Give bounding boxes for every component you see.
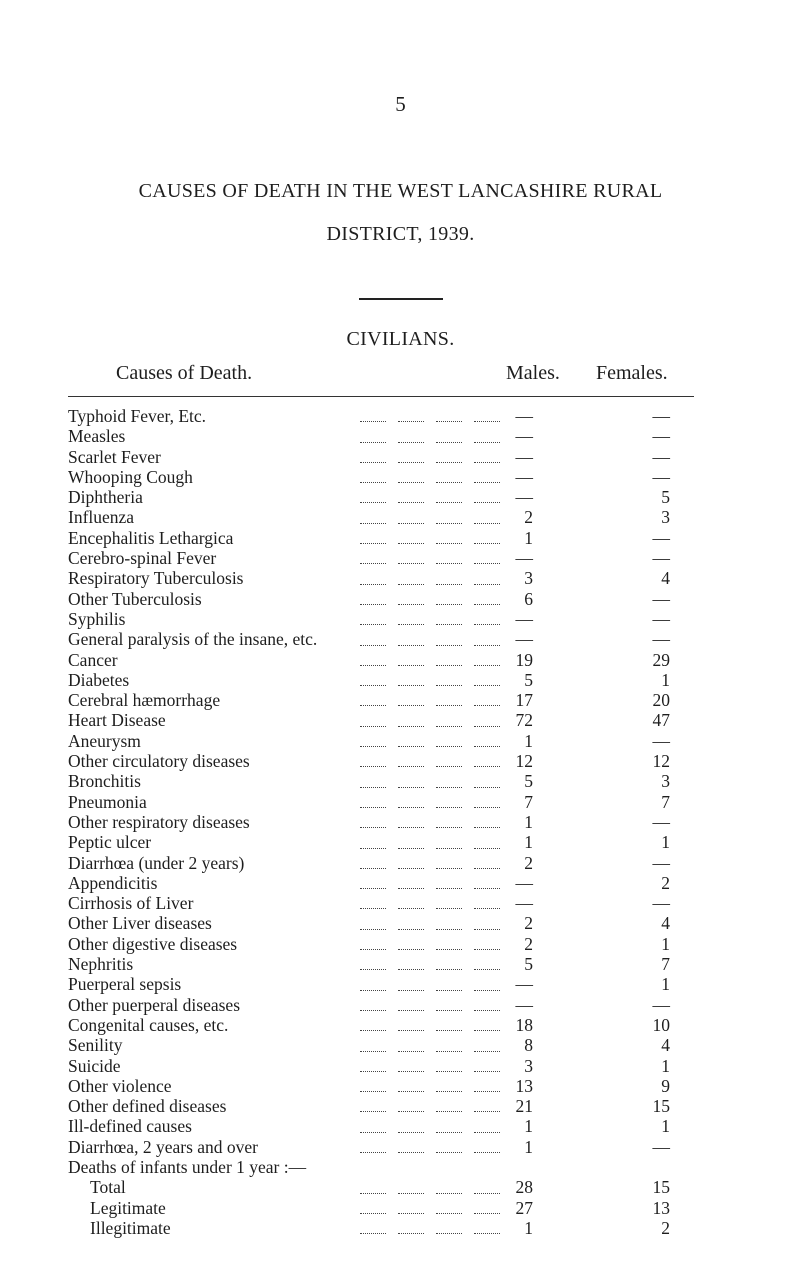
leader-dots [340, 690, 500, 710]
table-row [0, 792, 801, 812]
cause-label: Bronchitis [68, 771, 141, 792]
cause-label: Encephalitis Lethargica [68, 527, 234, 548]
females-value: 7 [661, 954, 670, 975]
females-value: 5 [661, 487, 670, 508]
table-row [0, 426, 801, 446]
table-row [0, 934, 801, 954]
table-row [0, 771, 801, 791]
cause-label: Legitimate [90, 1197, 166, 1218]
leader-dots [340, 650, 500, 670]
table-row [0, 447, 801, 467]
males-value: 2 [524, 852, 533, 873]
leader-dots [340, 670, 500, 690]
leader-dots [340, 812, 500, 832]
cause-label: Other circulatory diseases [68, 751, 250, 772]
cause-label: Aneurysm [68, 730, 141, 751]
females-value: 7 [661, 791, 670, 812]
males-value: 13 [515, 1075, 533, 1096]
females-value: — [652, 548, 670, 569]
cause-label: Cancer [68, 649, 118, 670]
males-value: — [515, 426, 533, 447]
leader-dots [340, 487, 500, 507]
females-value: 1 [661, 1055, 670, 1076]
cause-label: Ill-defined causes [68, 1116, 192, 1137]
females-value: 4 [661, 913, 670, 934]
table-row [0, 690, 801, 710]
table-row [0, 995, 801, 1015]
males-value: — [515, 466, 533, 487]
table-row [0, 1056, 801, 1076]
males-value: 1 [524, 527, 533, 548]
table-row [0, 487, 801, 507]
females-value: 10 [652, 1014, 670, 1035]
females-value: 1 [661, 933, 670, 954]
males-value: 1 [524, 811, 533, 832]
leader-dots [340, 1076, 500, 1096]
table-row [0, 954, 801, 974]
females-value: — [652, 730, 670, 751]
leader-dots [340, 954, 500, 974]
males-value: 6 [524, 588, 533, 609]
females-value: 4 [661, 568, 670, 589]
males-value: 8 [524, 1035, 533, 1056]
males-value: — [515, 872, 533, 893]
males-value: 5 [524, 669, 533, 690]
table-row [0, 1076, 801, 1096]
cause-label: General paralysis of the insane, etc. [68, 629, 318, 650]
cause-label: Typhoid Fever, Etc. [68, 406, 207, 426]
males-value: 5 [524, 771, 533, 792]
leader-dots [340, 1218, 500, 1238]
males-value: 1 [524, 1217, 533, 1238]
leader-dots [340, 1116, 500, 1136]
cause-label: Puerperal sepsis [68, 974, 182, 995]
table-row [0, 913, 801, 933]
table-row [0, 589, 801, 609]
table-row [0, 406, 801, 426]
males-value: — [515, 608, 533, 629]
leader-dots [340, 792, 500, 812]
cause-label: Other Tuberculosis [68, 588, 202, 609]
females-value: — [652, 466, 670, 487]
females-value: 1 [661, 974, 670, 995]
females-value: 3 [661, 507, 670, 528]
table-row [0, 1015, 801, 1035]
leader-dots [340, 426, 500, 446]
leader-dots [340, 589, 500, 609]
cause-label: Nephritis [68, 954, 134, 975]
leader-dots [340, 467, 500, 487]
cause-label: Respiratory Tuberculosis [68, 568, 244, 589]
table-row [0, 710, 801, 730]
females-value: 2 [661, 872, 670, 893]
table-row [0, 731, 801, 751]
cause-label: Other Liver diseases [68, 913, 212, 934]
females-value: — [652, 527, 670, 548]
leader-dots [340, 974, 500, 994]
leader-dots [340, 853, 500, 873]
leader-dots [340, 913, 500, 933]
females-value: 12 [652, 751, 670, 772]
table-row [0, 467, 801, 487]
page-number: 5 [395, 92, 406, 116]
table-row [0, 873, 801, 893]
infant-deaths-heading-text: Deaths of infants under 1 year :— [68, 1156, 307, 1177]
males-value: 1 [524, 1136, 533, 1157]
females-value: 1 [661, 1116, 670, 1137]
leader-dots [340, 832, 500, 852]
cause-label: Whooping Cough [68, 466, 193, 487]
males-value: 18 [515, 1014, 533, 1035]
females-value: 3 [661, 771, 670, 792]
table-row [0, 832, 801, 852]
females-value: 1 [661, 669, 670, 690]
cause-label: Heart Disease [68, 710, 166, 731]
header-females: Females. [596, 362, 668, 384]
cause-label: Cerebro-spinal Fever [68, 548, 217, 569]
females-value: 13 [652, 1197, 670, 1218]
females-value: 9 [661, 1075, 670, 1096]
causes-table [0, 406, 801, 1238]
table-row [0, 629, 801, 649]
leader-dots [340, 1015, 500, 1035]
females-value: — [652, 426, 670, 447]
leader-dots [340, 731, 500, 751]
males-value: 17 [515, 690, 533, 711]
females-value: 47 [652, 710, 670, 731]
table-row [0, 650, 801, 670]
females-value: — [652, 406, 670, 426]
leader-dots [340, 771, 500, 791]
cause-label: Diarrhœa, 2 years and over [68, 1136, 258, 1157]
females-value: 20 [652, 690, 670, 711]
leader-dots [340, 1096, 500, 1116]
cause-label: Pneumonia [68, 791, 147, 812]
cause-label: Syphilis [68, 608, 126, 629]
males-value: 2 [524, 913, 533, 934]
males-value: — [515, 893, 533, 914]
females-value: 4 [661, 1035, 670, 1056]
males-value: 28 [515, 1177, 533, 1198]
leader-dots [340, 406, 500, 426]
table-row [0, 1137, 801, 1157]
cause-label: Peptic ulcer [68, 832, 152, 853]
females-value: 15 [652, 1177, 670, 1198]
table-header [0, 362, 801, 392]
cause-label: Other respiratory diseases [68, 811, 250, 832]
males-value: — [515, 974, 533, 995]
table-row [0, 1218, 801, 1238]
males-value: 27 [515, 1197, 533, 1218]
table-row [0, 670, 801, 690]
males-value: — [515, 548, 533, 569]
leader-dots [340, 1035, 500, 1055]
table-row [0, 568, 801, 588]
table-row [0, 548, 801, 568]
males-value: 3 [524, 568, 533, 589]
males-value: 7 [524, 791, 533, 812]
infant-deaths-heading [0, 1157, 801, 1177]
header-males: Males. [506, 362, 560, 384]
table-row [0, 1198, 801, 1218]
cause-label: Cerebral hæmorrhage [68, 690, 221, 711]
males-value: 2 [524, 933, 533, 954]
cause-label: Other violence [68, 1075, 172, 1096]
document-title [0, 170, 801, 256]
table-row [0, 528, 801, 548]
leader-dots [340, 568, 500, 588]
females-value: — [652, 994, 670, 1015]
leader-dots [340, 1056, 500, 1076]
leader-dots [340, 873, 500, 893]
cause-label: Diphtheria [68, 487, 143, 508]
table-row [0, 974, 801, 994]
females-value: 15 [652, 1096, 670, 1117]
table-row [0, 1035, 801, 1055]
males-value: — [515, 487, 533, 508]
leader-dots [340, 507, 500, 527]
males-value: — [515, 629, 533, 650]
cause-label: Diabetes [68, 669, 130, 690]
title-line-2: DISTRICT, 1939. [326, 223, 475, 245]
leader-dots [340, 447, 500, 467]
cause-label: Measles [68, 426, 126, 447]
leader-dots [340, 995, 500, 1015]
males-value: — [515, 994, 533, 1015]
females-value: — [652, 446, 670, 467]
leader-dots [340, 528, 500, 548]
header-rule [68, 396, 694, 397]
females-value: — [652, 588, 670, 609]
females-value: — [652, 811, 670, 832]
leader-dots [340, 629, 500, 649]
cause-label: Appendicitis [68, 872, 158, 893]
females-value: — [652, 629, 670, 650]
leader-dots [340, 609, 500, 629]
leader-dots [340, 710, 500, 730]
females-value: 2 [661, 1217, 670, 1238]
cause-label: Congenital causes, etc. [68, 1014, 229, 1035]
males-value: 1 [524, 832, 533, 853]
cause-label: Diarrhœa (under 2 years) [68, 852, 245, 873]
table-row [0, 1116, 801, 1136]
cause-label: Illegitimate [90, 1217, 171, 1238]
males-value: 3 [524, 1055, 533, 1076]
leader-dots [340, 1137, 500, 1157]
males-value: 2 [524, 507, 533, 528]
females-value: — [652, 1136, 670, 1157]
leader-dots [340, 893, 500, 913]
cause-label: Scarlet Fever [68, 446, 161, 467]
table-row [0, 1177, 801, 1197]
females-value: — [652, 893, 670, 914]
cause-label: Suicide [68, 1055, 121, 1076]
leader-dots [340, 934, 500, 954]
cause-label: Other digestive diseases [68, 933, 238, 954]
leader-dots [340, 1177, 500, 1197]
females-value: — [652, 852, 670, 873]
cause-label: Other puerperal diseases [68, 994, 241, 1015]
leader-dots [340, 751, 500, 771]
males-value: — [515, 446, 533, 467]
cause-label: Influenza [68, 507, 135, 528]
males-value: 12 [515, 751, 533, 772]
table-row [0, 853, 801, 873]
table-row [0, 507, 801, 527]
header-causes: Causes of Death. [116, 362, 253, 384]
males-value: 72 [515, 710, 533, 731]
section-subtitle: CIVILIANS. [346, 328, 455, 350]
cause-label: Cirrhosis of Liver [68, 893, 194, 914]
males-value: 1 [524, 730, 533, 751]
title-divider [359, 298, 443, 300]
cause-label: Total [90, 1177, 126, 1198]
table-row [0, 751, 801, 771]
table-row [0, 609, 801, 629]
females-value: 1 [661, 832, 670, 853]
males-value: 1 [524, 1116, 533, 1137]
males-value: 5 [524, 954, 533, 975]
table-row [0, 893, 801, 913]
title-line-1: CAUSES OF DEATH IN THE WEST LANCASHIRE RURAL [138, 180, 663, 202]
females-value: — [652, 608, 670, 629]
table-row [0, 812, 801, 832]
table-row [0, 1096, 801, 1116]
males-value: 21 [515, 1096, 533, 1117]
males-value: — [515, 406, 533, 426]
leader-dots [340, 548, 500, 568]
cause-label: Senility [68, 1035, 123, 1056]
males-value: 19 [515, 649, 533, 670]
leader-dots [340, 1198, 500, 1218]
cause-label: Other defined diseases [68, 1096, 227, 1117]
females-value: 29 [652, 649, 670, 670]
